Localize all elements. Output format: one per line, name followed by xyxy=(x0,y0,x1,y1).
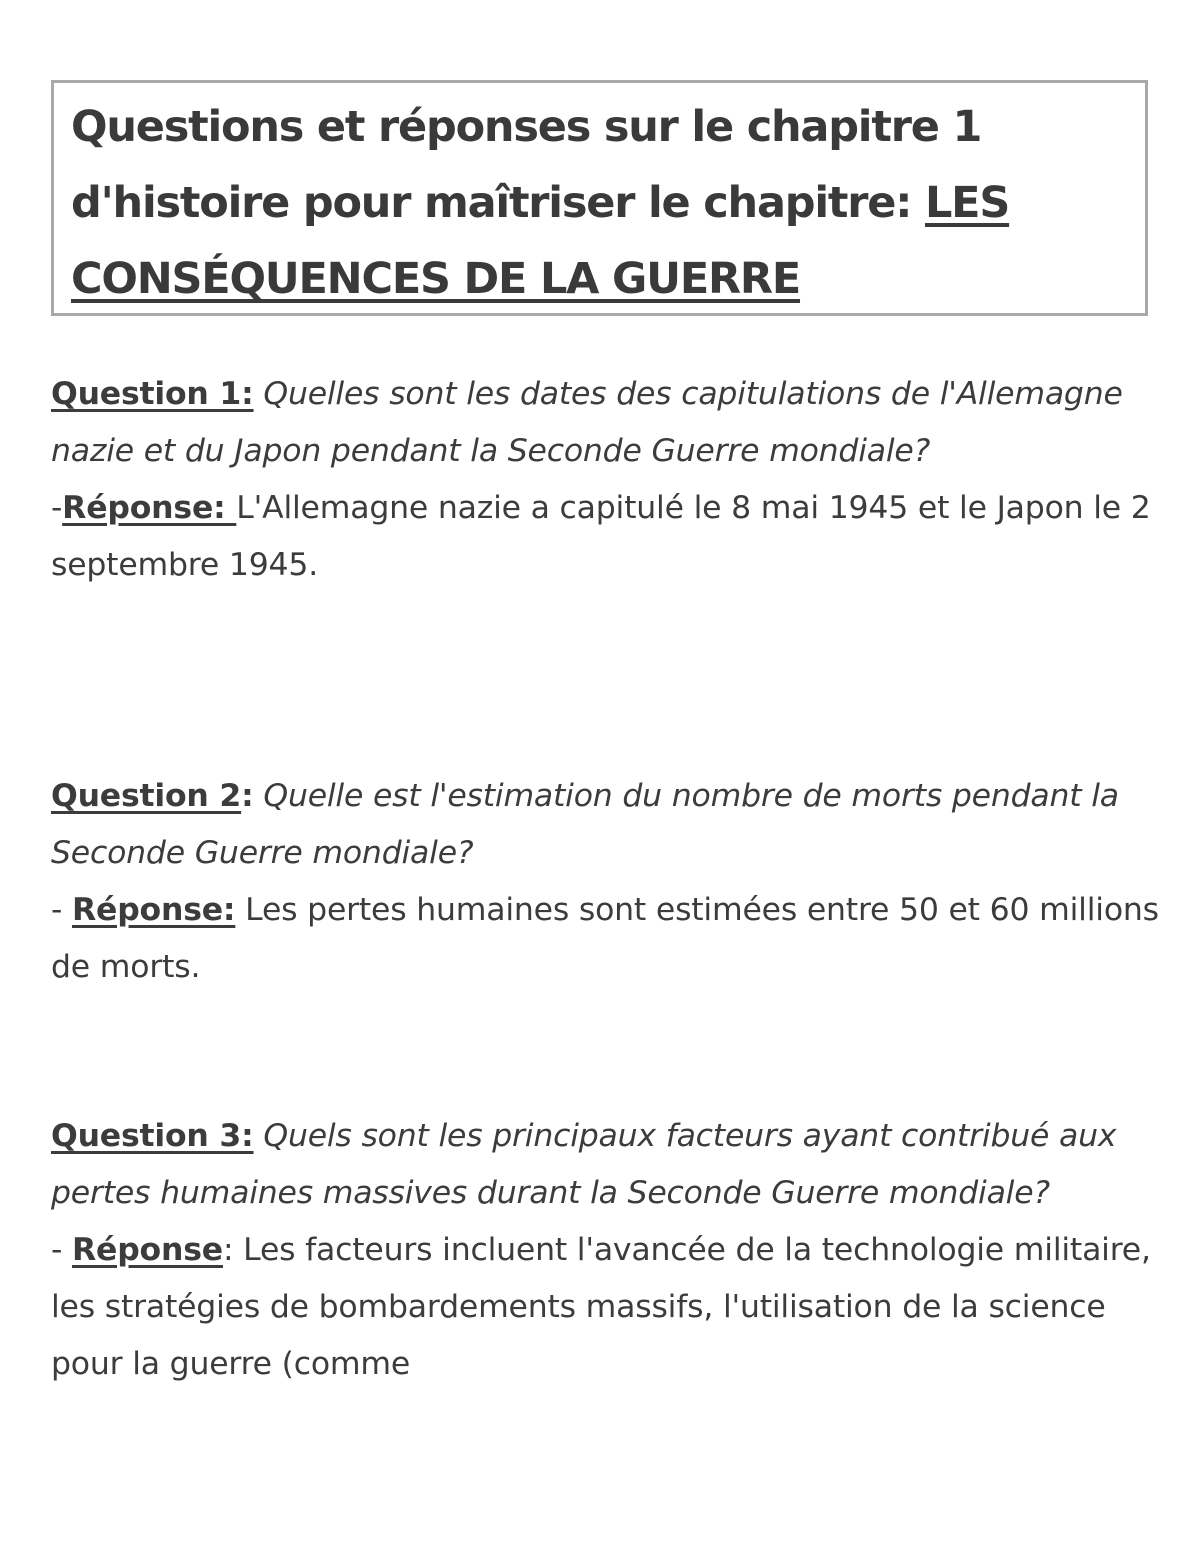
question-text: Quels sont les principaux facteurs ayant contribué aux pertes humaines massives durant la Seconde Guerre mondiale? xyxy=(51,1118,1117,1211)
answer-3 xyxy=(51,1222,1161,1393)
title-text: Questions et réponses sur le chapitre 1 d'histoire pour maîtriser le chapitre: xyxy=(71,102,982,228)
qa-block-3 xyxy=(51,1108,1161,1393)
answer-text: : Les facteurs incluent l'avancée de la technologie militaire, les stratégies de bombardements massifs, l'utilisation de la science pour la guerre (comme xyxy=(51,1232,1151,1382)
answer-prefix: - xyxy=(51,490,63,526)
question-text: Quelles sont les dates des capitulations de l'Allemagne nazie et du Japon pendant la Seconde Guerre mondiale? xyxy=(51,376,1123,469)
question-label: Question 1: xyxy=(51,376,254,412)
question-text: Quelle est l'estimation du nombre de morts pendant la Seconde Guerre mondiale? xyxy=(51,778,1119,871)
question-3 xyxy=(51,1108,1161,1222)
answer-prefix: - xyxy=(51,892,72,928)
qa-block-2 xyxy=(51,768,1161,996)
question-2 xyxy=(51,768,1161,882)
answer-1 xyxy=(51,480,1161,594)
answer-prefix: - xyxy=(51,1232,72,1268)
title-box xyxy=(51,80,1148,316)
question-label: Question 2 xyxy=(51,778,242,814)
title-underlined-text: LES CONSÉQUENCES DE LA GUERRE xyxy=(71,178,1010,304)
answer-text: Les pertes humaines sont estimées entre 50 et 60 millions de morts. xyxy=(51,892,1159,985)
question-1 xyxy=(51,366,1161,480)
question-label: Question 3: xyxy=(51,1118,254,1154)
answer-label: Réponse: xyxy=(62,490,237,526)
document-title xyxy=(71,89,1129,317)
answer-text: L'Allemagne nazie a capitulé le 8 mai 1945 et le Japon le 2 septembre 1945. xyxy=(51,490,1151,583)
answer-label: Réponse xyxy=(71,1232,223,1268)
qa-block-1 xyxy=(51,366,1161,594)
answer-label: Réponse: xyxy=(71,892,236,928)
question-colon: : xyxy=(241,778,254,814)
answer-2 xyxy=(51,882,1161,996)
